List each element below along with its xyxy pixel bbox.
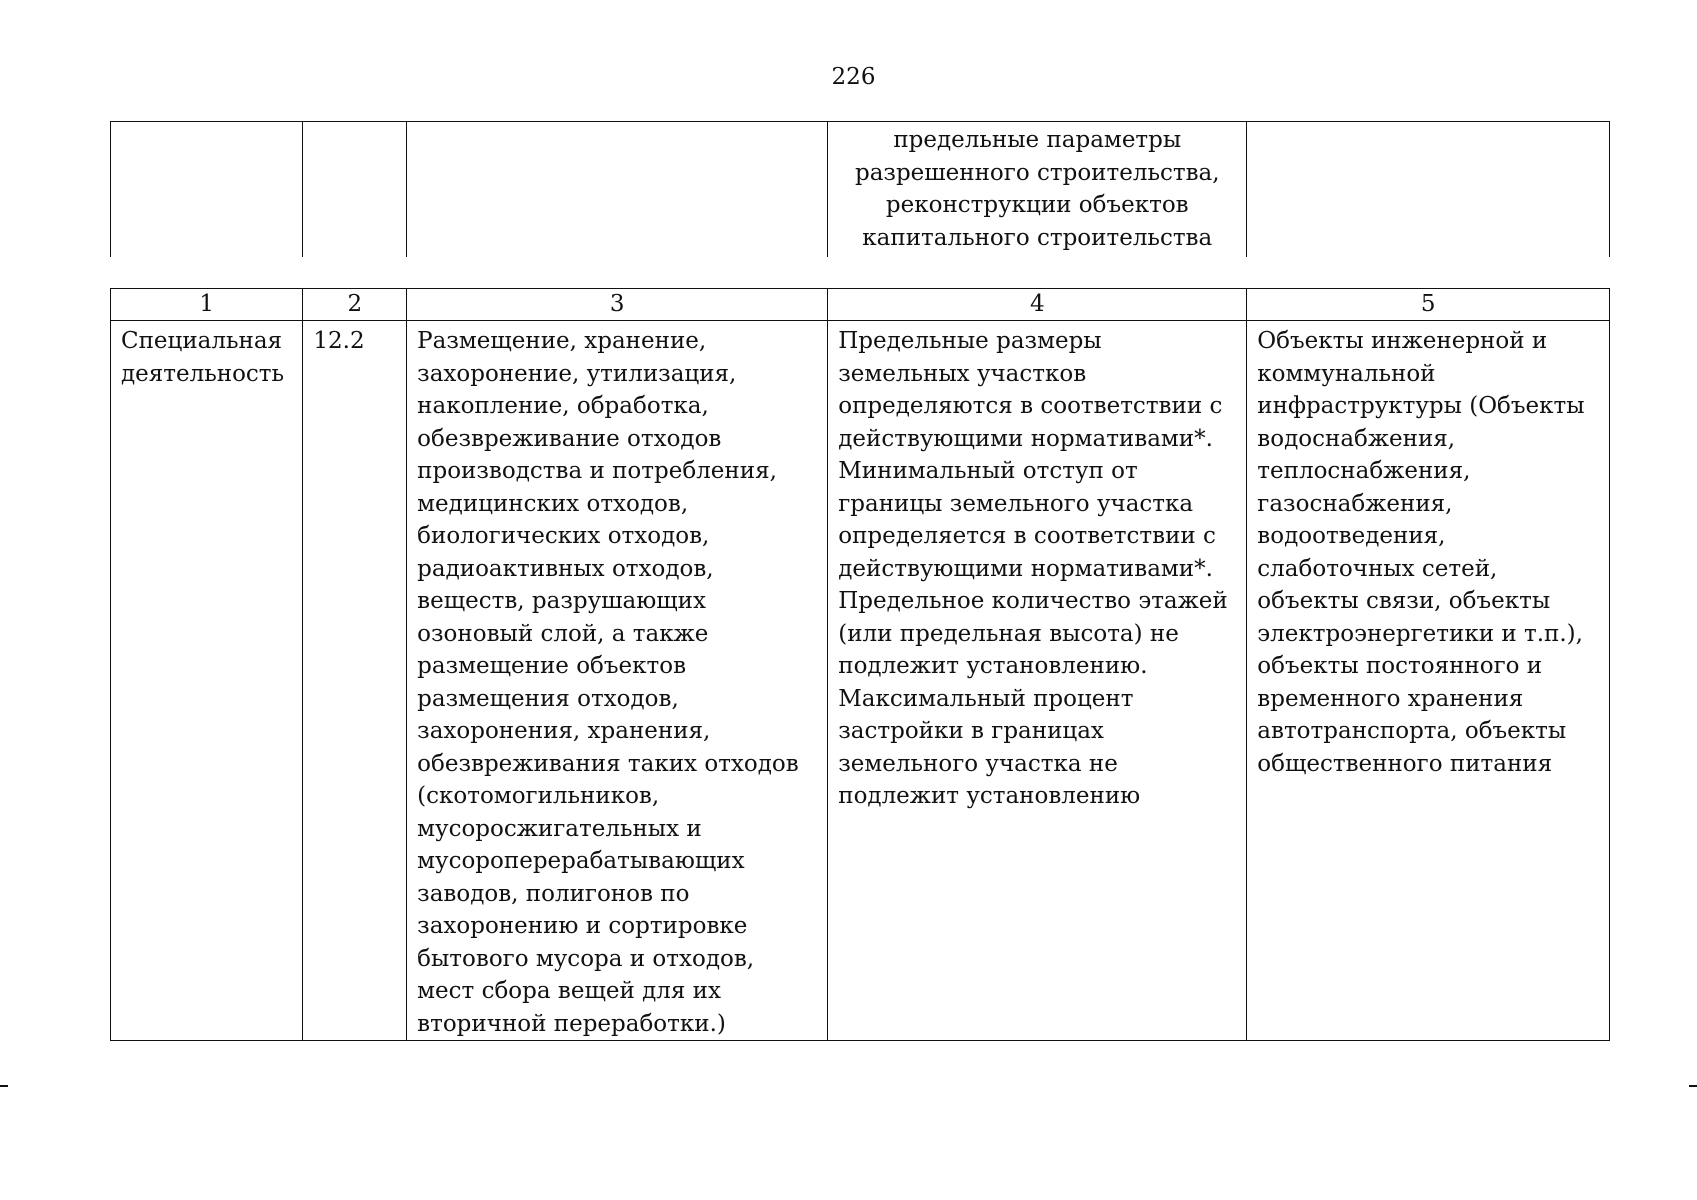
construction-parameters-cell: Предельные размеры земельных участков определяются в соответствии с действующими нормативами*. Минимальный отступ от границы земельного участка определяется в соответствии с действующими нормативами*. Предельное количество этажей (или предельная высота) не подлежит установлению. Максимальный процент застройки в границах земельного участка не подлежит установлению [828,321,1247,1041]
right-margin-mark [1689,1085,1697,1087]
column-number-row [111,289,1610,321]
column-number-4: 4 [828,289,1247,321]
column-number-1: 1 [111,289,303,321]
column-number-2: 2 [303,289,407,321]
column-number-3: 3 [407,289,828,321]
zoning-table [110,288,1610,1041]
left-margin-mark [0,1085,8,1087]
column-number-5: 5 [1247,289,1610,321]
land-use-description-cell: Размещение, хранение, захоронение, утилизация, накопление, обработка, обезвреживание отходов производства и потребления, медицинских отходов, биологических отходов, радиоактивных отходов, веществ, разрушающих озоновый слой, а также размещение объектов размещения отходов, захоронения, хранения, обезвреживания таких отходов (скотомогильников, мусоросжигательных и мусороперерабатывающих заводов, полигонов по захоронению и сортировке бытового мусора и отходов, мест сбора вещей для их вторичной переработки.) [407,321,828,1041]
table-row [111,321,1610,1041]
header-fragment-cell-4: предельные параметры разрешенного строительства, реконструкции объектов капитального строительства [828,122,1247,258]
auxiliary-uses-cell: Объекты инженерной и коммунальной инфраструктуры (Объекты водоснабжения, теплоснабжения, газоснабжения, водоотведения, слаботочных сетей, объекты связи, объекты электроэнергетики и т.п.), объекты постоянного и временного хранения автотранспорта, объекты общественного питания [1247,321,1610,1041]
land-use-name-cell: Специальная деятельность [111,321,303,1041]
header-fragment-cell-5 [1247,122,1610,258]
page-number: 226 [831,64,876,90]
header-fragment-cell-2 [303,122,407,258]
header-fragment-cell-1 [111,122,303,258]
header-continuation-fragment [110,121,1610,257]
header-fragment-row [111,122,1610,258]
land-use-code-cell: 12.2 [303,321,407,1041]
header-fragment-cell-3 [407,122,828,258]
